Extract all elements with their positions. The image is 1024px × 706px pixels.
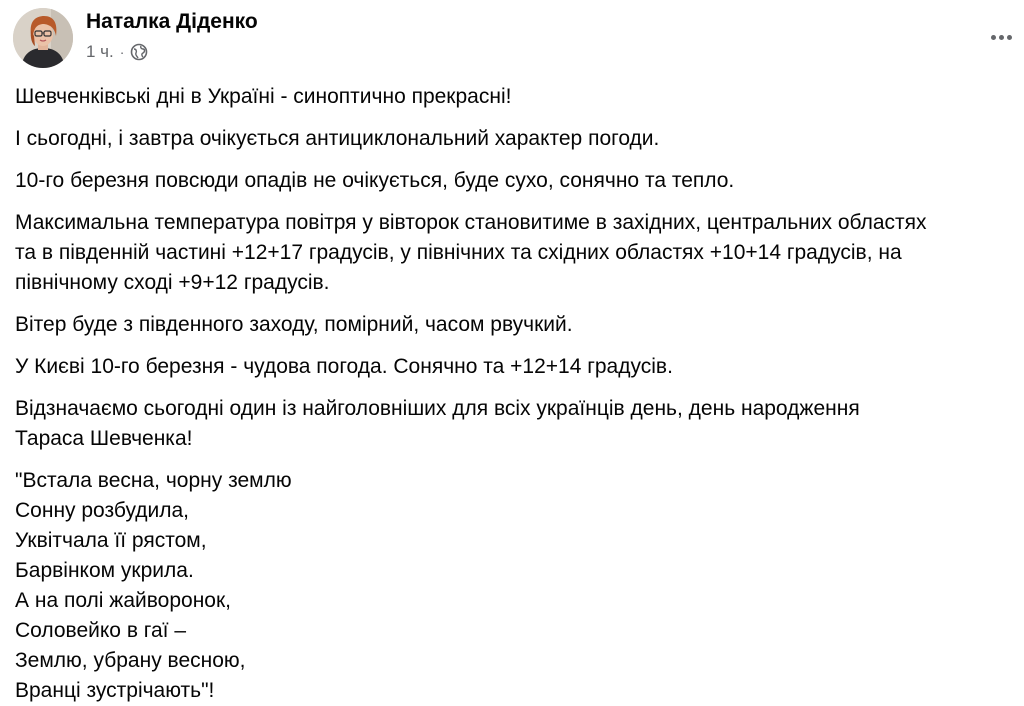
- poem-line: Вранці зустрічають"!: [15, 679, 215, 702]
- post-paragraph: 10-го березня повсюди опадів не очікується, буде сухо, сонячно та тепло.: [15, 169, 735, 192]
- poem-line: А на полі жайворонок,: [15, 589, 232, 612]
- poem: [15, 466, 1024, 706]
- post-content: [15, 82, 1024, 706]
- post-header: [0, 0, 1024, 72]
- avatar[interactable]: [13, 8, 73, 68]
- avatar-image: [13, 8, 73, 68]
- post-timestamp[interactable]: 1 ч.: [86, 42, 114, 61]
- post-paragraph: Вітер буде з південного заходу, помірний, часом рвучкий.: [15, 313, 573, 336]
- post-paragraph: Максимальна температура повітря у вівторок становитиме в західних, центральних областях та в південній частині +12+17 градусів, у північних та східних областях +10+14 градусів, на північному сході +9+12 градусів.: [15, 211, 927, 294]
- author-name[interactable]: Наталка Діденко: [86, 10, 258, 33]
- poem-line: Барвінком укрила.: [15, 559, 194, 582]
- poem-line: Соловейко в гаї –: [15, 619, 187, 642]
- more-horizontal-icon: [991, 35, 1012, 40]
- post-paragraph: У Києві 10-го березня - чудова погода. Сонячно та +12+14 градусів.: [15, 355, 673, 378]
- post-paragraph: І сьогодні, і завтра очікується антициклональний характер погоди.: [15, 127, 660, 150]
- post-paragraph: Відзначаємо сьогодні один із найголовніших для всіх українців день, день народження Тараса Шевченка!: [15, 397, 860, 450]
- meta-separator: ·: [119, 44, 125, 60]
- poem-line: Сонну розбудила,: [15, 499, 190, 522]
- post-meta: [86, 41, 148, 63]
- poem-line: "Встала весна, чорну землю: [15, 469, 292, 492]
- globe-icon[interactable]: [130, 43, 148, 61]
- poem-line: Землю, убрану весною,: [15, 649, 246, 672]
- more-options-button[interactable]: [981, 17, 1021, 57]
- post-paragraph: Шевченківські дні в Україні - синоптично прекрасні!: [15, 85, 512, 108]
- poem-line: Уквітчала її рястом,: [15, 529, 207, 552]
